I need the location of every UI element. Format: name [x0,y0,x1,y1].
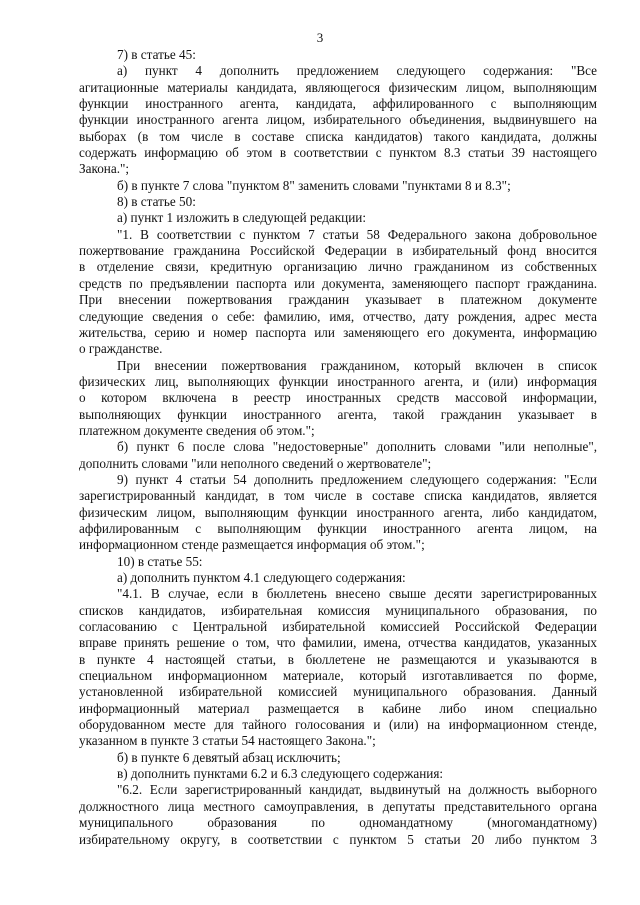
text-line: согласованию с Центральной избирательной комиссией Российской Федерации [79,619,597,635]
document-body [79,47,597,848]
text-line: "4.1. В случае, если в бюллетень внесено свыше десяти зарегистрированных [117,586,597,602]
text-line: б) в пункте 7 слова "пунктом 8" заменить словами "пунктами 8 и 8.3"; [117,177,511,193]
text-line: а) пункт 4 дополнить предложением следующего содержания: "Все [117,63,597,79]
text-line: а) дополнить пунктом 4.1 следующего содержания: [117,570,406,585]
text-line: избирательному округу, в соответствии с пунктом 5 статьи 20 либо пунктом 3 [79,831,597,847]
text-line: платежном документе сведения об этом."; [79,422,315,438]
text-line: жительства, серию и номер паспорта или заменяющего его документа, информацию [79,324,597,340]
text-line: о гражданстве. [79,341,163,357]
text-line: вправе принять решение о том, что фамилии, имена, отчества кандидатов, указанных [79,635,597,651]
text-line: выполняющих функции иностранного агента, такой гражданин указывает в [79,406,597,422]
text-line: оборудованном месте для тайного голосования и (или) на информационном стенде, [79,717,597,733]
text-line: При внесении пожертвования гражданином, который включен в список [117,357,597,373]
text-line: о котором включена в реестр иностранных средств массовой информации, [79,390,597,406]
text-line: следующие сведения о себе: фамилию, имя, отчество, дату рождения, адрес места [79,308,597,324]
text-line: 9) пункт 4 статьи 54 дополнить предложением следующего содержания: "Если [117,471,597,487]
text-line: в отделение связи, кредитную организацию лично гражданином из собственных [79,259,597,275]
text-line: дополнить словами "или неполного сведений о жертвователе"; [79,455,432,471]
text-line: агитационные материалы кандидата, являющегося физическим лицом, выполняющим [79,79,597,95]
text-line: в) дополнить пунктами 6.2 и 6.3 следующего содержания: [117,766,444,782]
text-line: б) пункт 6 после слова "недостоверные" дополнить словами "или неполные", [117,439,597,455]
text-line: пожертвование гражданина Российской Федерации в избирательный фонд вносится [79,243,597,259]
text-line: 7) в статье 45: [117,47,196,62]
text-line: выборах (в том числе в составе списка кандидатов) такого кандидата, должны [79,128,597,144]
text-line: специальном информационном материале, который изготавливается по форме, [79,668,597,684]
text-line: Закона."; [79,161,130,177]
text-line: "6.2. Если зарегистрированный кандидат, выдвинутый на должность выборного [117,782,597,798]
text-line: зарегистрированный кандидат, в том числе в составе списка кандидатов, является [79,488,597,504]
text-line: При внесении пожертвования гражданин указывает в платежном документе [79,292,597,308]
text-line: информационный материал размещается в кабине либо ином специально [79,700,597,716]
text-line: содержать информацию об этом в соответствии с пунктом 8.3 статьи 39 настоящего [79,145,597,161]
text-line: функции иностранного агента, кандидата, аффилированного с выполняющим [79,96,597,112]
text-line: функции иностранного агента лицом, избирательного объединения, выдвинувшего на [79,112,597,128]
text-line: муниципального образования по одномандатному (многомандатному) [79,815,597,831]
text-line: 10) в статье 55: [117,553,203,569]
text-line: физическим лицом, выполняющим функции иностранного агента, либо кандидатом, [79,504,597,520]
text-line: информационном стенде размещается информация об этом."; [79,537,425,553]
page-number: 3 [316,30,324,45]
text-line: аффилированным с выполняющим функции иностранного агента лицом, на [79,520,597,536]
text-line: средств по предъявлении паспорта или документа, заменяющего паспорт гражданина. [79,275,597,291]
text-line: б) в пункте 6 девятый абзац исключить; [117,749,341,765]
text-line: указанном в пункте 3 статьи 54 настоящего Закона."; [79,733,376,749]
text-line: "1. В соответствии с пунктом 7 статьи 58 Федерального закона добровольное [117,226,597,242]
text-line: а) пункт 1 изложить в следующей редакции: [117,210,367,226]
text-line: в пункте 4 настоящей статьи, в бюллетене не размещаются и указываются в [79,651,597,667]
text-line: установленной избирательной комиссией муниципального образования. Данный [79,684,597,700]
text-line: физических лиц, выполняющих функции иностранного агента, и (или) информация [79,373,597,389]
text-line: списков кандидатов, избирательная комиссия муниципального образования, по [79,602,597,618]
text-line: 8) в статье 50: [117,194,196,210]
text-line: должностного лица местного самоуправления, в депутаты представительного органа [79,798,597,814]
